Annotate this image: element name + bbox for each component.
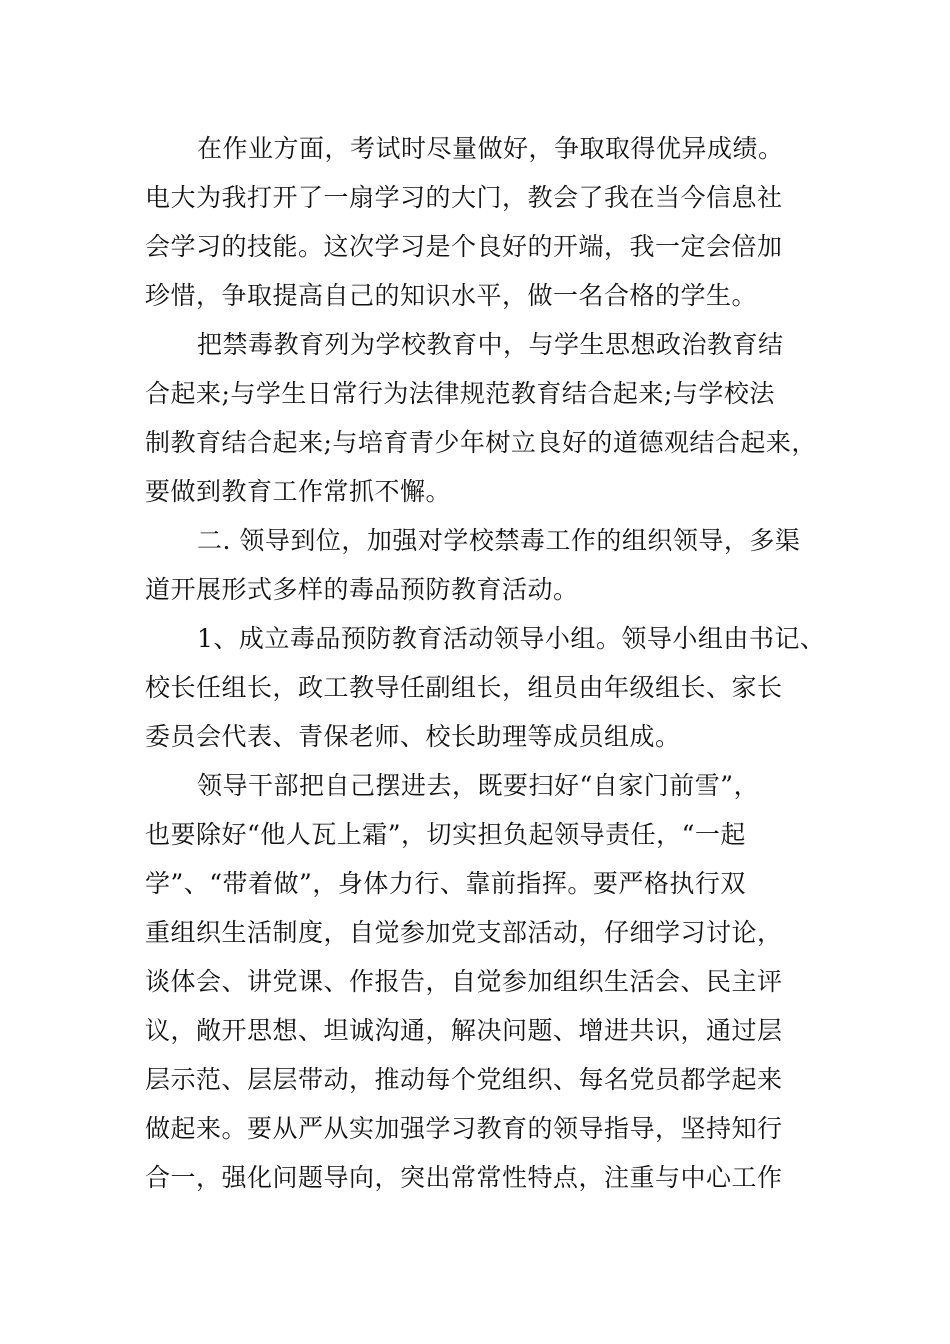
document-body bbox=[145, 124, 825, 1202]
text-line: 学”、“带着做”，身体力行、靠前指挥。要严格执行双 bbox=[145, 869, 746, 898]
text-line: 在作业方面，考试时尽量做好，争取取得优异成绩。 bbox=[197, 134, 784, 163]
text-line: 也要除好“他人瓦上霜”，切实担负起领导责任，“一起 bbox=[145, 820, 746, 849]
paragraph-5 bbox=[145, 761, 825, 1202]
text-line: 议，敞开思想、坦诚沟通，解决问题、增进共识，通过层 bbox=[145, 1016, 783, 1045]
paragraph-4 bbox=[145, 614, 825, 761]
text-line: 制教育结合起来;与培育青少年树立良好的道德观结合起来， bbox=[145, 428, 817, 457]
section-heading-line: 道开展形式多样的毒品预防教育活动。 bbox=[145, 575, 579, 604]
text-line: 层示范、层层带动，推动每个党组织、每名党员都学起来 bbox=[145, 1065, 783, 1094]
text-line: 合起来;与学生日常行为法律规范教育结合起来;与学校法 bbox=[145, 379, 775, 408]
text-line: 会学习的技能。这次学习是个良好的开端，我一定会倍加 bbox=[145, 232, 783, 261]
text-line: 电大为我打开了一扇学习的大门，教会了我在当今信息社 bbox=[145, 183, 783, 212]
text-line: 合一，强化问题导向，突出常常性特点，注重与中心工作 bbox=[145, 1163, 783, 1192]
text-line: 1、成立毒品预防教育活动领导小组。领导小组由书记、 bbox=[197, 624, 826, 653]
text-line: 谈体会、讲党课、作报告，自觉参加组织生活会、民主评 bbox=[145, 967, 783, 996]
text-line: 珍惜，争取提高自己的知识水平，做一名合格的学生。 bbox=[145, 281, 758, 310]
text-line: 做起来。要从严从实加强学习教育的领导指导，坚持知行 bbox=[145, 1114, 783, 1143]
paragraph-3 bbox=[145, 516, 825, 614]
paragraph-2 bbox=[145, 320, 825, 516]
text-line: 校长任组长，政工教导任副组长，组员由年级组长、家长 bbox=[145, 673, 783, 702]
paragraph-1 bbox=[145, 124, 825, 320]
text-line: 领导干部把自己摆进去，既要扫好“自家门前雪”， bbox=[197, 771, 760, 800]
text-line: 重组织生活制度，自觉参加党支部活动，仔细学习讨论， bbox=[145, 918, 783, 947]
text-line: 把禁毒教育列为学校教育中，与学生思想政治教育结 bbox=[197, 330, 784, 359]
section-heading-line: 二. 领导到位，加强对学校禁毒工作的组织领导，多渠 bbox=[197, 526, 801, 555]
text-line: 委员会代表、青保老师、校长助理等成员组成。 bbox=[145, 722, 681, 751]
text-line: 要做到教育工作常抓不懈。 bbox=[145, 477, 452, 506]
